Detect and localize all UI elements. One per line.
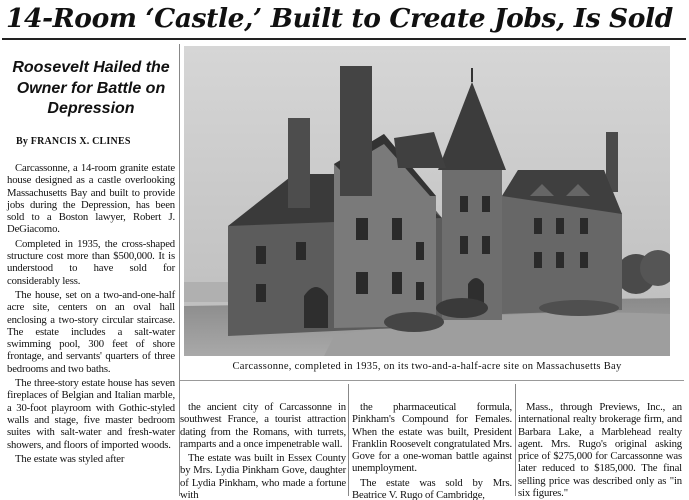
photo-caption: Carcassonne, completed in 1935, on its two-and-a-half-acre site on Massachusetts Bay (232, 361, 622, 372)
paragraph: The estate was sold by Mrs. Beatrice V. Rugo of Cambridge, (352, 476, 512, 500)
byline: By FRANCIS X. CLINES (16, 136, 131, 147)
paragraph: The three-story estate house has seven fireplaces of Belgian and Italian marble, a 30-foot playroom with Gothic-styled walls and stage, five master bedroom suites with salt-water and fresh-water showers, and floors of imported woods. (7, 377, 175, 451)
headline-rule (2, 38, 686, 40)
paragraph: Completed in 1935, the cross-shaped structure cost more than $500,000. It is understood to have sold for considerably less. (7, 237, 175, 287)
caption-rule (180, 380, 684, 381)
paragraph: the ancient city of Carcassonne in southwest France, a tourist attraction dating from the Romans, with turrets, ramparts and a once impenetrable wall. (180, 401, 346, 450)
article-column-4 (518, 401, 682, 500)
article-column-3 (352, 401, 512, 500)
headline: 14-Room ‘Castle,’ Built to Create Jobs, Is Sold (6, 3, 673, 34)
castle-photo (184, 46, 670, 356)
paragraph: the pharmaceutical formula, Pinkham's Compound for Females. When the estate was built, President Franklin Roosevelt congratulated Mrs. Gove for a one-woman battle against unemployment. (352, 401, 512, 475)
paragraph: The estate was styled after (15, 452, 125, 465)
castle-photo-image (184, 46, 670, 356)
paragraph: The house, set on a two-and-one-half acre site, centers on an oval hall enclosing a two-story circular staircase. The estate includes a salt-water swimming pool, 300 feet of shore frontage, and servants' quarters of three bedrooms and two baths. (7, 288, 175, 375)
column-divider (348, 384, 349, 496)
paragraph: Carcassonne, a 14-room granite estate house designed as a castle overlooking Massachusetts Bay and built to provide jobs during the Depression, has been sold to a Boston lawyer, Robert J. DeGiacomo. (7, 162, 175, 236)
column-divider (515, 384, 516, 496)
paragraph: Mass., through Previews, Inc., an international realty brokerage firm, and Barbara Lake, a Marblehead realty agent. Mrs. Rugo's original asking price of $275,000 for Carcassonne was later reduced to $185,000. The final selling price was described only as "in six figures." (518, 401, 682, 500)
subhead: Roosevelt Hailed the Owner for Battle on Depression (12, 59, 170, 117)
paragraph: The estate was built in Essex County by Mrs. Lydia Pinkham Gove, daughter of Lydia Pinkham, who made a fortune with (180, 452, 346, 500)
article-column-2 (180, 401, 346, 500)
article-column-1 (7, 162, 175, 467)
